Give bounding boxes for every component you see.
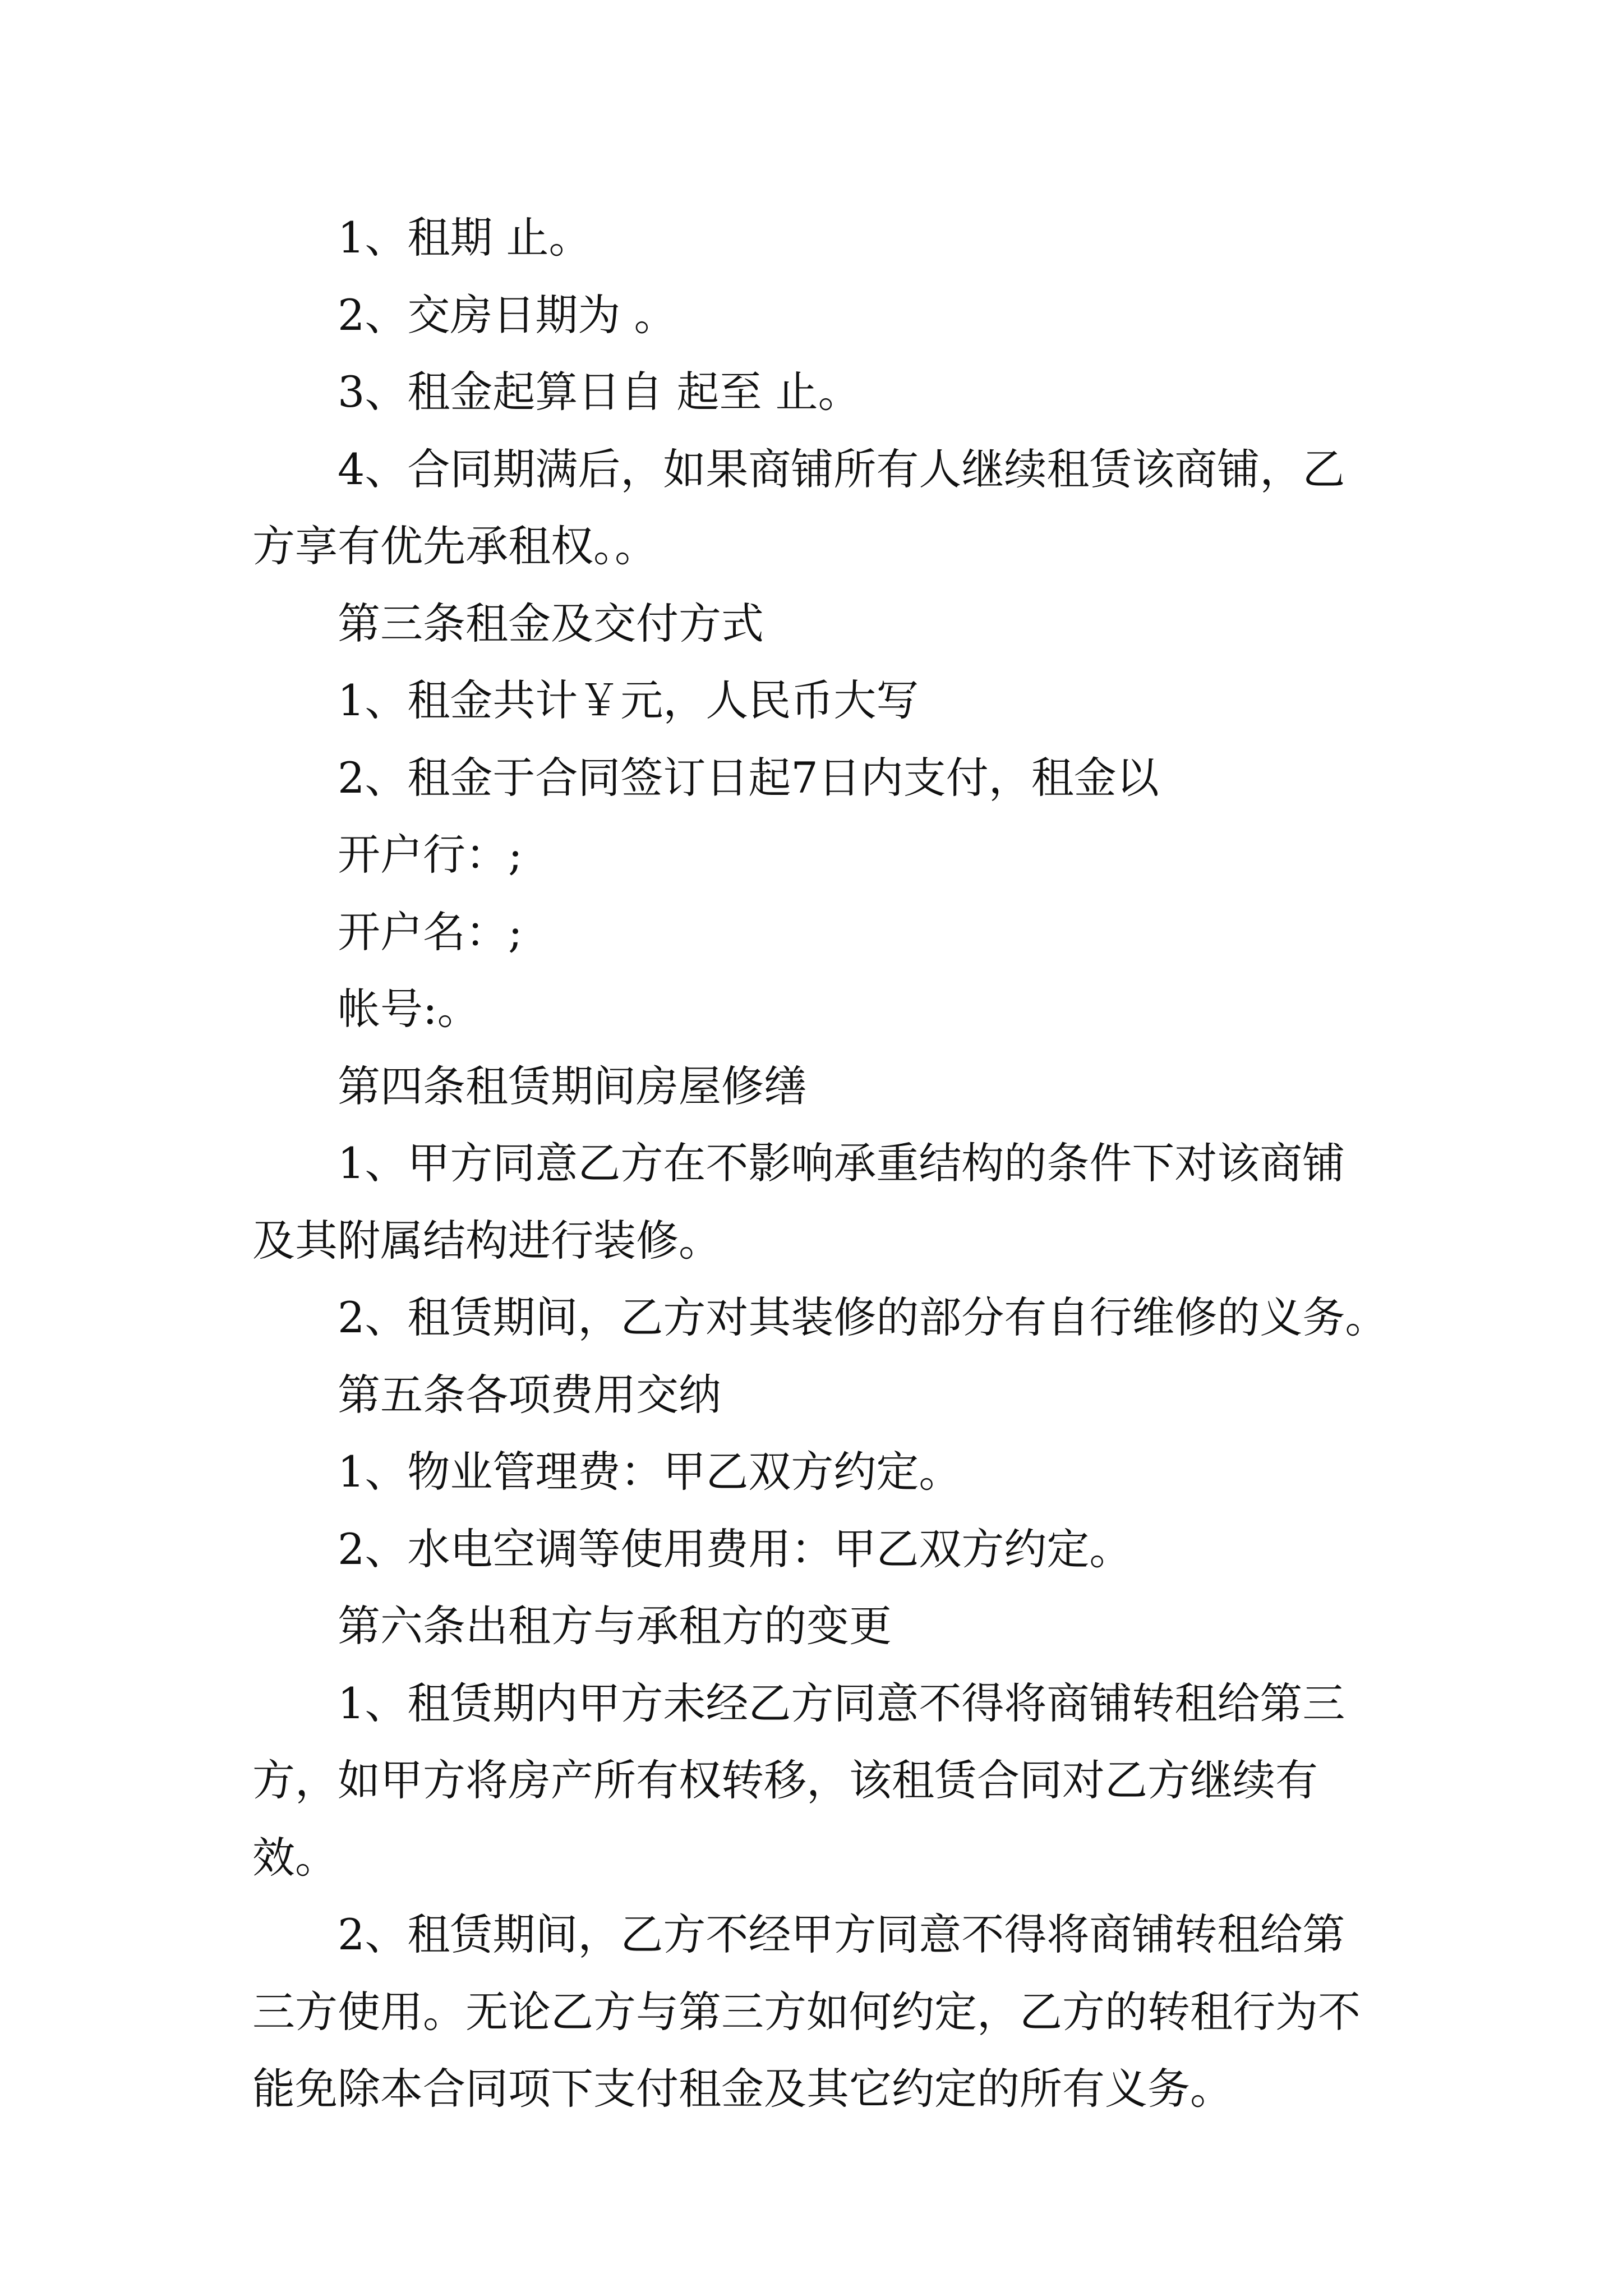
clause-property-fee: 1、物业管理费：甲乙双方约定。 (338, 1447, 962, 1497)
account-name-line: 开户名：; (338, 907, 523, 957)
clause-renewal-priority: 4、合同期满后，如果商铺所有人继续租赁该商铺，乙方享有优先承租权。。 (252, 444, 1345, 571)
clause-rent-total: 1、租金共计￥元，人民币大写 (338, 675, 919, 725)
clause-maintenance-duty: 2、租赁期间，乙方对其装修的部分有自行维修的义务。 (338, 1292, 1388, 1342)
document-body (252, 199, 1388, 2128)
clause-lease-term: 1、租期 止。 (338, 213, 592, 263)
section-heading-rent-payment: 第三条租金及交付方式 (338, 598, 764, 648)
clause-utility-fee: 2、水电空调等使用费用：甲乙双方约定。 (338, 1524, 1132, 1574)
section-heading-party-changes: 第六条出租方与承租方的变更 (338, 1601, 892, 1651)
section-heading-fees: 第五条各项费用交纳 (338, 1369, 721, 1420)
clause-lessee-sublease: 2、租赁期间，乙方不经甲方同意不得将商铺转租给第三方使用。无论乙方与第三方如何约定，乙方的转租行为不能免除本合同项下支付租金及其它约定的所有义务。 (252, 1910, 1361, 2114)
clause-lessor-transfer: 1、租赁期内甲方未经乙方同意不得将商铺转租给第三方，如甲方将房产所有权转移，该租赁合同对乙方继续有效。 (252, 1678, 1345, 1883)
section-heading-repairs: 第四条租赁期间房屋修缮 (338, 1061, 806, 1111)
bank-name-line: 开户行：; (338, 830, 523, 880)
clause-renovation-consent: 1、甲方同意乙方在不影响承重结构的条件下对该商铺及其附属结构进行装修。 (252, 1138, 1345, 1266)
clause-handover-date: 2、交房日期为 。 (338, 289, 677, 340)
clause-rent-payment-deadline: 2、租金于合同签订日起7日内支付，租金以 (338, 752, 1159, 803)
clause-rent-start-date: 3、租金起算日自 起至 止。 (338, 367, 861, 417)
account-number-line: 帐号:。 (338, 984, 480, 1034)
